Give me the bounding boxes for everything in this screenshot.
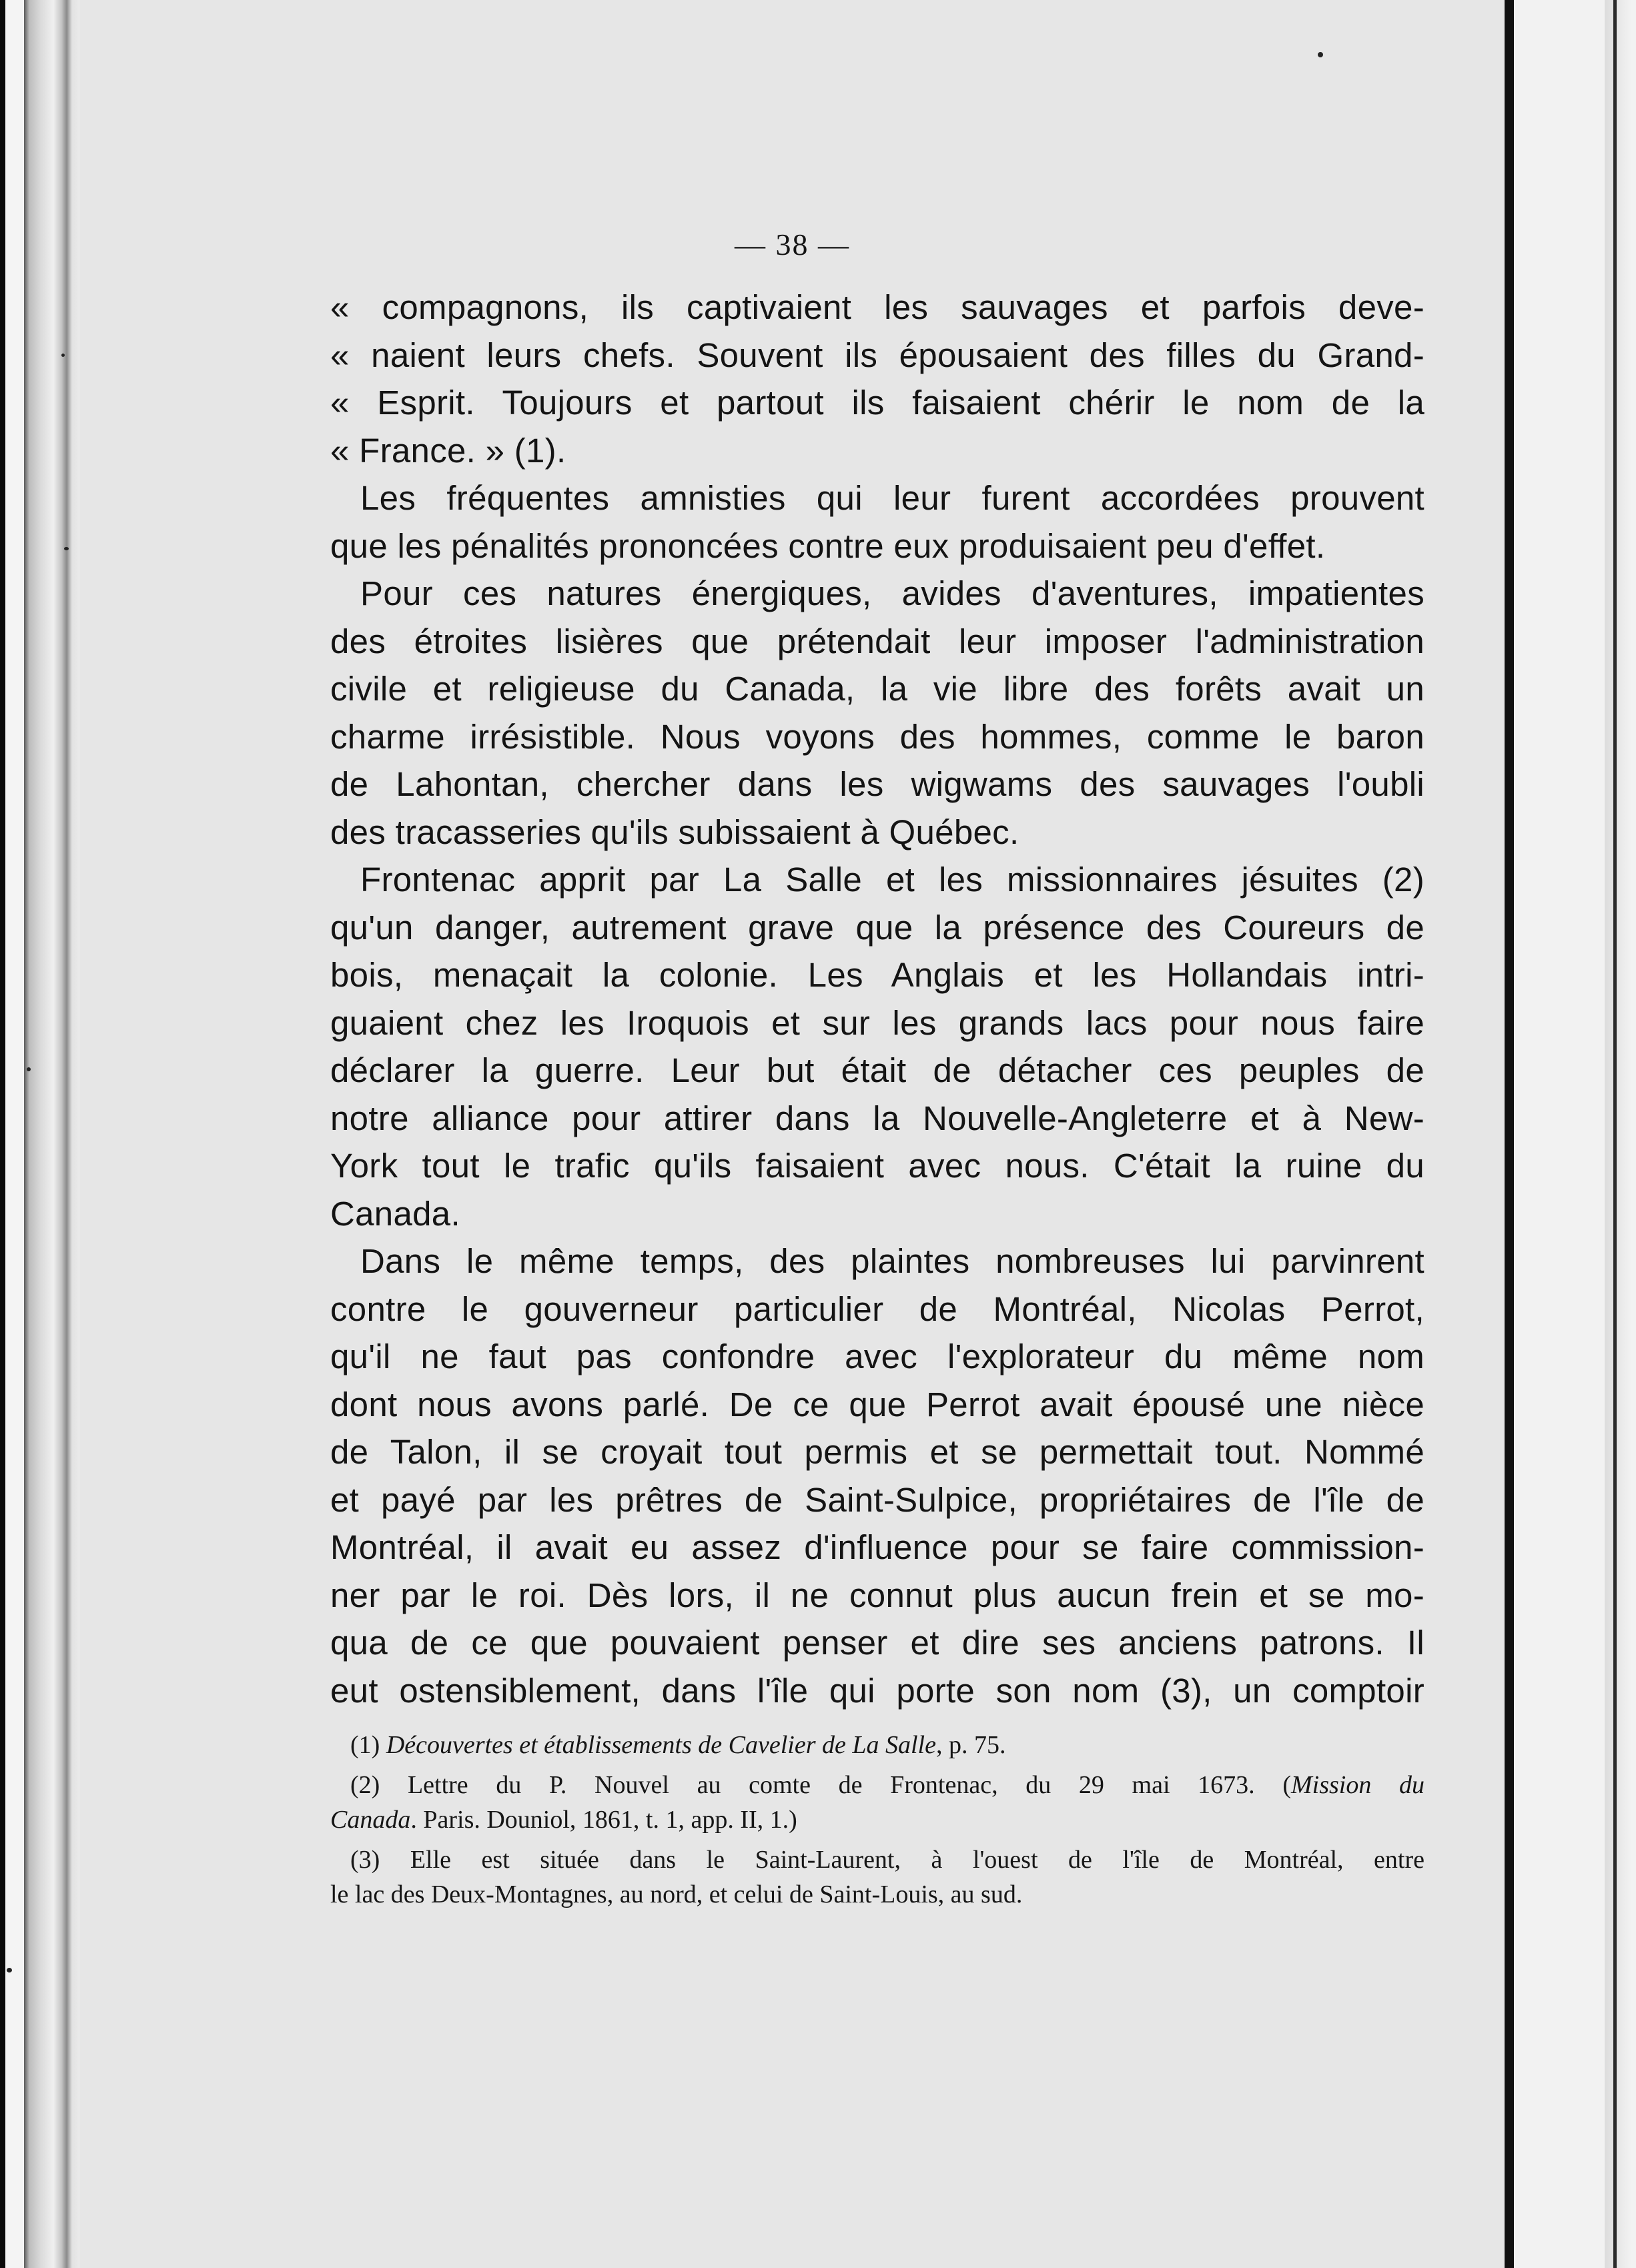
book-page [80, 0, 1505, 2268]
footnote-2-line [330, 1802, 1424, 1837]
text-line: Dans le même temps, des plaintes nombreuses lui parvinrent [360, 1242, 1424, 1280]
text-line: contre le gouverneur particulier de Montréal, Nicolas Perrot, [330, 1289, 1424, 1328]
text-line: « France. » (1). [330, 431, 566, 470]
text-line: des étroites lisières que prétendait leur imposer l'administration [330, 622, 1424, 660]
footnote-3-line: le lac des Deux-Montagnes, au nord, et celui de Saint-Louis, au sud. [330, 1880, 1023, 1908]
text-line: qu'un danger, autrement grave que la présence des Coureurs de [330, 908, 1424, 947]
footnote-title: Canada [330, 1806, 411, 1834]
footnote-text: (2) Lettre du P. Nouvel au comte de Frontenac, du 29 mai 1673. ( [350, 1771, 1291, 1799]
footnote-text: , p. 75. [935, 1731, 1006, 1759]
right-scan-line [1613, 0, 1617, 2268]
text-line: que les pénalités prononcées contre eux produisaient peu d'effet. [330, 526, 1326, 565]
text-line: Canada. [330, 1194, 460, 1233]
footnote-text: . Paris. Douniol, 1861, t. 1, app. II, 1.) [410, 1806, 797, 1834]
text-line: charme irrésistible. Nous voyons des hommes, comme le baron [330, 717, 1424, 756]
footnote-3-line: (3) Elle est située dans le Saint-Laurent, à l'ouest de l'île de Montréal, entre [350, 1846, 1424, 1874]
text-line: Les fréquentes amnisties qui leur furent accordées prouvent [360, 479, 1424, 517]
text-line: Montréal, il avait eu assez d'influence pour se faire commission- [330, 1528, 1424, 1566]
scan-speck [1318, 52, 1323, 57]
text-line: notre alliance pour attirer dans la Nouvelle-Angleterre et à New- [330, 1099, 1424, 1137]
text-line: guaient chez les Iroquois et sur les grands lacs pour nous faire [330, 1003, 1424, 1042]
text-line: qua de ce que pouvaient penser et dire ses anciens patrons. Il [330, 1624, 1424, 1662]
text-line: dont nous avons parlé. De ce que Perrot avait épousé une nièce [330, 1385, 1424, 1424]
scan-speck [27, 1067, 31, 1071]
footnote-marker: (1) [350, 1731, 380, 1759]
text-line: Frontenac apprit par La Salle et les missionnaires jésuites (2) [360, 861, 1424, 899]
text-line: déclarer la guerre. Leur but était de détacher ces peuples de [330, 1051, 1424, 1089]
scan-speck [61, 354, 65, 357]
scan-speck [7, 1968, 12, 1972]
text-line: York tout le trafic qu'ils faisaient avec nous. C'était la ruine du [330, 1147, 1424, 1185]
footnotes [330, 1728, 1424, 1912]
text-line: ner par le roi. Dès lors, il ne connut plus aucun frein et se mo- [330, 1576, 1424, 1614]
text-line: « Esprit. Toujours et partout ils faisaient chérir le nom de la [330, 384, 1424, 422]
footnote-title: Mission du [1290, 1771, 1424, 1799]
text-line: qu'il ne faut pas confondre avec l'explorateur du même nom [330, 1337, 1424, 1375]
text-line: de Talon, il se croyait tout permis et se permettait tout. Nommé [330, 1433, 1424, 1471]
text-line: de Lahontan, chercher dans les wigwams des sauvages l'oubli [330, 765, 1424, 803]
text-line: civile et religieuse du Canada, la vie libre des forêts avait un [330, 670, 1424, 708]
body-text [330, 284, 1424, 1714]
left-scan-border [0, 0, 79, 2268]
text-line: « naient leurs chefs. Souvent ils épousaient des filles du Grand- [330, 336, 1424, 374]
text-line: des tracasseries qu'ils subissaient à Québec. [330, 812, 1019, 851]
footnote-2-line [330, 1768, 1424, 1802]
text-line: eut ostensiblement, dans l'île qui porte son nom (3), un comptoir [330, 1671, 1424, 1710]
text-line: « compagnons, ils captivaient les sauvages et parfois deve- [330, 288, 1424, 326]
footnote-1 [330, 1728, 1424, 1762]
scan-speck [64, 547, 69, 550]
text-line: Pour ces natures énergiques, avides d'aventures, impatientes [360, 574, 1424, 612]
page-number: — 38 — [735, 227, 850, 261]
text-line: et payé par les prêtres de Saint-Sulpice, propriétaires de l'île de [330, 1480, 1424, 1519]
footnote-title: Découvertes et établissements de Cavelier de La Salle [386, 1731, 936, 1759]
text-line: bois, menaçait la colonie. Les Anglais et les Hollandais intri- [330, 956, 1424, 994]
